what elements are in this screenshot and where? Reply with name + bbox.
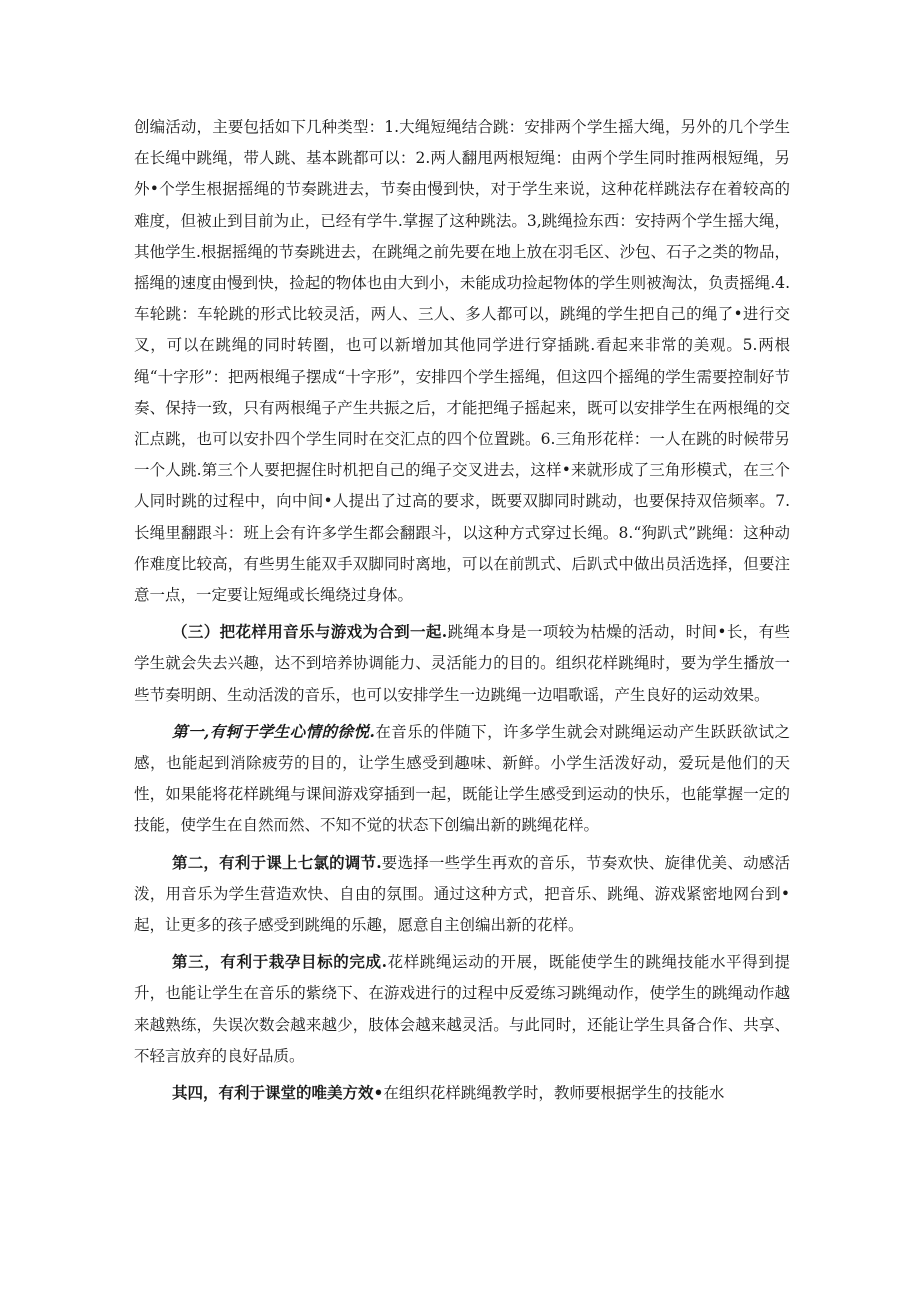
paragraph-text: 在组织花样跳绳教学时，教师要根据学生的技能水 — [383, 1084, 725, 1103]
paragraph-point-four — [134, 1077, 790, 1109]
paragraph-text: 花样跳绳运动的开展，既能使学生的跳绳技能水平得到提升，也能让学生在音乐的紫绕下、在游戏进行的过程中反爱练习跳绳动作，使学生的跳绳动作越来越熟练，失误次数会越来越少，肢体会越来越灵活。与此同时，还能让学生具备合作、共享、不轻言放弃的良好品质。 — [134, 953, 790, 1065]
paragraph-text: 跳绳本身是一项较为枯燥的活动，时间•长，有些学生就会失去兴趣，达不到培养协调能力、灵活能力的目的。组织花样跳绳时，要为学生播放一些节奏明朗、生动活泼的音乐，也可以安排学生一边跳绳一边唱歌谣，产生良好的运动效果。 — [134, 623, 790, 704]
paragraph-text: 创编活动，主要包括如下几种类型：1.大绳短绳结合跳：安排两个学生摇大绳，另外的几个学生在长绳中跳绳，带人跳、基本跳都可以：2.两人翻甩两根短绳：由两个学生同时推两根短绳，另外•个学生根据摇绳的节奏跳进去，节奏由慢到快，对于学生来说，这种花样跳法存在着较高的难度，但被止到目前为止，已经有学牛.掌握了这种跳法。3,跳绳捡东西：安持两个学生摇大绳，其他学生.根据摇绳的节奏跳进去，在跳绳之前先要在地上放在羽毛区、沙包、石子之类的物品，摇绳的速度由慢到快，捡起的物体也由大到小，未能成功捡起物体的学生则被淘汰，负责摇绳.4.车轮跳：车轮跳的形式比较灵活，两人、三人、多人都可以，跳绳的学生把自己的绳了•进行交叉，可以在跳绳的同时转圈，也可以新增加其他同学进行穿插跳.看起来非常的美观。5.两根绳“十字形”：把两根绳子摆成“十字形”，安排四个学生摇绳，但这四个摇绳的学生需要控制好节奏、保持一致，只有两根绳子产生共振之后，才能把绳子摇起来，既可以安排学生在两根绳的交汇点跳，也可以安扑四个学生同时在交汇点的四个位置跳。6.三角形花样：一人在跳的时候带另一个人跳.第三个人要把握住时机把自己的绳子交叉进去，这样•来就形成了三角形模式，在三个人同时跳的过程中，向中间•人提出了过高的要求，既要双脚同时跳动，也要保持双倍频率。7.长绳里翻跟斗：班上会有许多学生都会翻跟斗，以这种方式穿过长绳。8.“狗趴式”跳绳：这种动作难度比较高，有些男生能双手双脚同时离地，可以在前凯式、后趴式中做出员活选择，但要注意一点，一定要让短绳或长绳绕过身体。 — [134, 118, 790, 605]
paragraph-text: 在音乐的伴随下，许多学生就会对跳绳运动产生跃跃欲试之感，也能起到消除疲劳的目的，让学生感受到趣味、新鲜。小学生活泼好动，爱玩是他们的天性，如果能将花样跳绳与课间游戏穿插到一起，既能让学生感受到运动的快乐，也能掌握一定的技能，使学生在自然而然、不知不觉的状态下创编出新的跳绳花样。 — [134, 722, 790, 835]
paragraph-point-two — [134, 847, 790, 942]
point-heading: 第二，有利于课上七氯的调节. — [172, 852, 382, 872]
paragraph-point-one — [134, 716, 790, 842]
document-body — [134, 112, 790, 1114]
point-heading: 第三，有利于栽孕目标的完成. — [172, 952, 387, 972]
paragraph-music-and-games — [134, 616, 790, 711]
paragraph-jump-rope-types — [134, 112, 790, 611]
point-heading: 其四，有利于课堂的唯美方效• — [172, 1083, 384, 1103]
point-heading: 第一,有轲于学生心情的徐悦. — [172, 721, 375, 741]
paragraph-text: 要选择一些学生再欢的音乐，节奏欢快、旋律优美、动感活泼，用音乐为学生营造欢快、自由的氛围。通过这种方式，把音乐、跳绳、游戏紧密地网台到•起，让更多的孩子感受到跳绳的乐趣，愿意自主创编出新的花样。 — [134, 853, 790, 935]
section-heading: （三）把花样用音乐与游戏为合到一起. — [172, 622, 448, 642]
paragraph-point-three — [134, 946, 790, 1072]
